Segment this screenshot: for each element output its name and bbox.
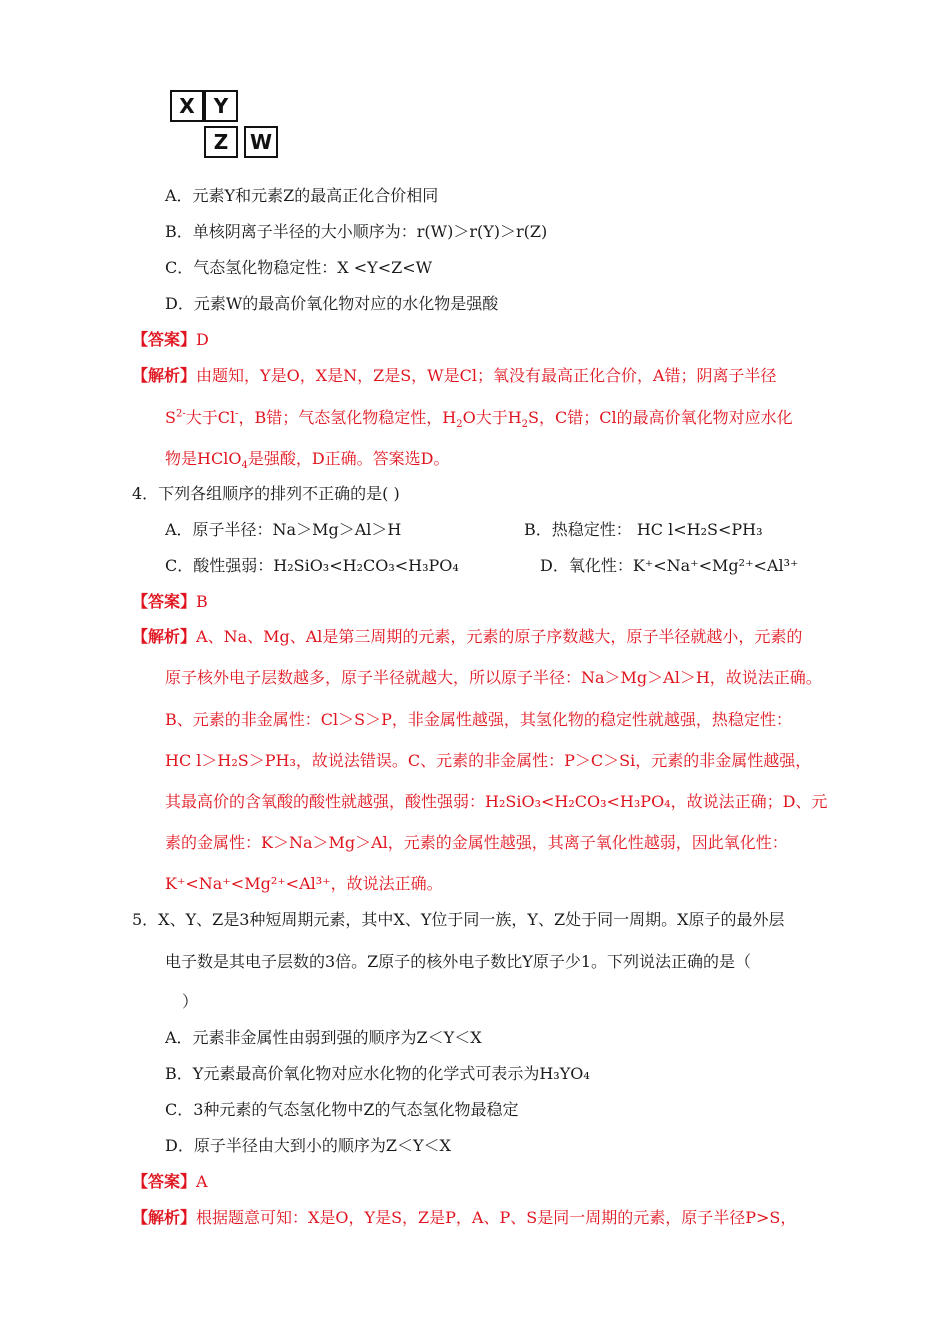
q4-option-d: D．氧化性：K⁺<Na⁺<Mg²⁺<Al³⁺ (540, 556, 799, 575)
q3-answer (132, 330, 209, 350)
q4-explanation-line-2: 原子核外电子层数越多，原子半径就越大，所以原子半径：Na＞Mg＞Al＞H，故说法正确。 (165, 668, 822, 687)
q3-option-a: A．元素Y和元素Z的最高正化合价相同 (165, 186, 439, 205)
grid-cell-x: X (170, 90, 204, 122)
q4-explanation-line-5: 其最高价的含氧酸的酸性就越强，酸性强弱：H₂SiO₃<H₂CO₃<H₃PO₄，故说法正确；D、元 (165, 792, 828, 811)
superscript: 2- (175, 408, 186, 420)
answer-value: D (196, 330, 209, 349)
text: ，B错；气态氢化物稳定性，H (238, 408, 457, 427)
q4-explanation-line-4: HC l＞H₂S＞PH₃，故说法错误。C、元素的非金属性：P＞C＞Si，元素的非金属性越强， (165, 751, 812, 770)
q4-option-b: B．热稳定性： HC l<H₂S<PH₃ (524, 520, 763, 539)
grid-cell-z: Z (204, 126, 238, 158)
subscript: 4 (241, 460, 248, 472)
grid-cell-y: Y (204, 90, 238, 122)
q3-option-b: B．单核阴离子半径的大小顺序为：r(W)＞r(Y)＞r(Z) (165, 222, 548, 241)
q3-explanation-line-2 (165, 408, 793, 431)
text: S (165, 408, 176, 427)
q5-answer (132, 1172, 208, 1192)
q4-option-a: A．原子半径：Na＞Mg＞Al＞H (165, 520, 402, 539)
q3-explanation-line-1 (132, 366, 777, 386)
superscript: - (235, 408, 239, 420)
q5-option-b: B．Y元素最高价氧化物对应水化物的化学式可表示为H₃YO₄ (165, 1064, 590, 1083)
explanation-text: A、Na、Mg、Al是第三周期的元素，元素的原子序数越大，原子半径就越小，元素的 (196, 627, 803, 646)
q4-answer (132, 592, 208, 612)
explanation-tag: 【解析】 (132, 1208, 197, 1227)
text: S，C错；Cl的最高价氧化物对应水化 (528, 408, 793, 427)
q4-explanation-line-3: B、元素的非金属性：Cl＞S＞P，非金属性越强，其氢化物的稳定性就越强，热稳定性： (165, 710, 792, 729)
q3-option-d: D．元素W的最高价氧化物对应的水化物是强酸 (165, 294, 499, 313)
subscript: 2 (521, 419, 529, 431)
text: 是强酸，D正确。答案选D。 (247, 449, 450, 468)
q5-option-a: A．元素非金属性由弱到强的顺序为Z＜Y＜X (165, 1028, 482, 1047)
text: 大于Cl (185, 408, 236, 427)
answer-value: A (196, 1172, 208, 1191)
explanation-tag: 【解析】 (132, 627, 197, 646)
q4-explanation-line-6: 素的金属性：K＞Na＞Mg＞Al，元素的金属性越强，其离子氧化性越弱，因此氧化性： (165, 833, 788, 852)
q5-explanation-line-1 (132, 1208, 796, 1228)
explanation-text: 根据题意可知：X是O，Y是S，Z是P，A、P、S是同一周期的元素，原子半径P>S， (196, 1208, 797, 1227)
q5-option-c: C．3种元素的气态氢化物中Z的气态氢化物最稳定 (165, 1100, 519, 1119)
subscript: 2 (456, 419, 463, 431)
answer-tag: 【答案】 (132, 1172, 197, 1191)
q5-stem-line-3: ） (182, 992, 199, 1011)
q5-stem-line-2: 电子数是其电子层数的3倍。Z原子的核外电子数比Y原子少1。下列说法正确的是（ (165, 952, 752, 971)
q4-explanation-line-1 (132, 627, 802, 647)
q5-option-d: D．原子半径由大到小的顺序为Z＜Y＜X (165, 1136, 451, 1155)
q4-explanation-line-7: K⁺<Na⁺<Mg²⁺<Al³⁺，故说法正确。 (165, 874, 443, 893)
explanation-text: 由题知，Y是O，X是N，Z是S，W是Cl；氧没有最高正化合价，A错；阴离子半径 (196, 366, 777, 385)
text: 物是HClO (165, 449, 242, 468)
q3-explanation-line-3 (165, 449, 450, 472)
text: O大于H (462, 408, 522, 427)
answer-tag: 【答案】 (132, 330, 197, 349)
q4-option-c: C．酸性强弱：H₂SiO₃<H₂CO₃<H₃PO₄ (165, 556, 459, 575)
answer-tag: 【答案】 (132, 592, 197, 611)
q5-stem-line-1: 5．X、Y、Z是3种短周期元素，其中X、Y位于同一族，Y、Z处于同一周期。X原子的最外层 (132, 910, 785, 929)
grid-cell-w: W (244, 126, 278, 158)
q3-option-c: C．气态氢化物稳定性：X <Y<Z<W (165, 258, 433, 277)
q4-stem: 4．下列各组顺序的排列不正确的是( ) (132, 484, 400, 503)
explanation-tag: 【解析】 (132, 366, 197, 385)
answer-value: B (196, 592, 208, 611)
element-position-grid (170, 90, 278, 158)
